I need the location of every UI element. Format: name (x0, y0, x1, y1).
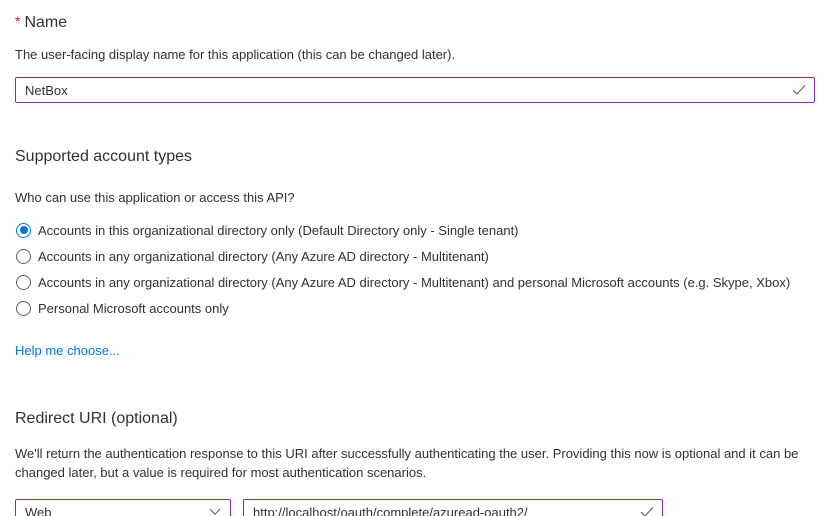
name-section-heading (15, 11, 815, 33)
radio-option-label: Accounts in this organizational directory only (Default Directory only - Single tenant) (38, 222, 519, 238)
radio-option-label: Accounts in any organizational directory (Any Azure AD directory - Multitenant) (38, 248, 489, 264)
radio-option-label: Accounts in any organizational directory (Any Azure AD directory - Multitenant) and personal Microsoft accounts (e.g. Skype, Xbox) (38, 274, 791, 290)
platform-type-selected-value: Web (25, 504, 52, 516)
platform-type-dropdown[interactable] (15, 499, 231, 516)
radio-option-personal-only[interactable] (15, 295, 815, 321)
help-me-choose-link[interactable]: Help me choose... (15, 343, 120, 358)
name-description: The user-facing display name for this application (this can be changed later). (15, 47, 456, 62)
account-types-question: Who can use this application or access this API? (15, 190, 295, 205)
redirect-uri-input[interactable] (243, 499, 663, 516)
redirect-uri-controls (15, 499, 815, 516)
account-types-radio-group (15, 217, 815, 321)
radio-option-multitenant[interactable] (15, 243, 815, 269)
radio-option-label: Personal Microsoft accounts only (38, 300, 229, 316)
radio-option-multitenant-personal[interactable] (15, 269, 815, 295)
redirect-uri-field-wrapper (243, 499, 663, 516)
radio-option-single-tenant[interactable] (15, 217, 815, 243)
redirect-uri-heading: Redirect URI (optional) (15, 410, 178, 427)
radio-button-icon[interactable] (16, 223, 31, 238)
chevron-down-icon (209, 508, 221, 516)
name-input[interactable] (15, 77, 815, 103)
redirect-uri-description: We'll return the authentication response to this URI after successfully authenticating the user. Providing this now is optional and it can be changed later, but a value is required for most authentication scenarios. (15, 446, 799, 480)
required-asterisk: * (15, 13, 21, 29)
account-types-heading: Supported account types (15, 148, 193, 165)
radio-button-icon[interactable] (16, 301, 31, 316)
name-heading-label: Name (24, 14, 68, 31)
radio-button-icon[interactable] (16, 249, 31, 264)
radio-button-icon[interactable] (16, 275, 31, 290)
name-field-wrapper (15, 77, 815, 103)
